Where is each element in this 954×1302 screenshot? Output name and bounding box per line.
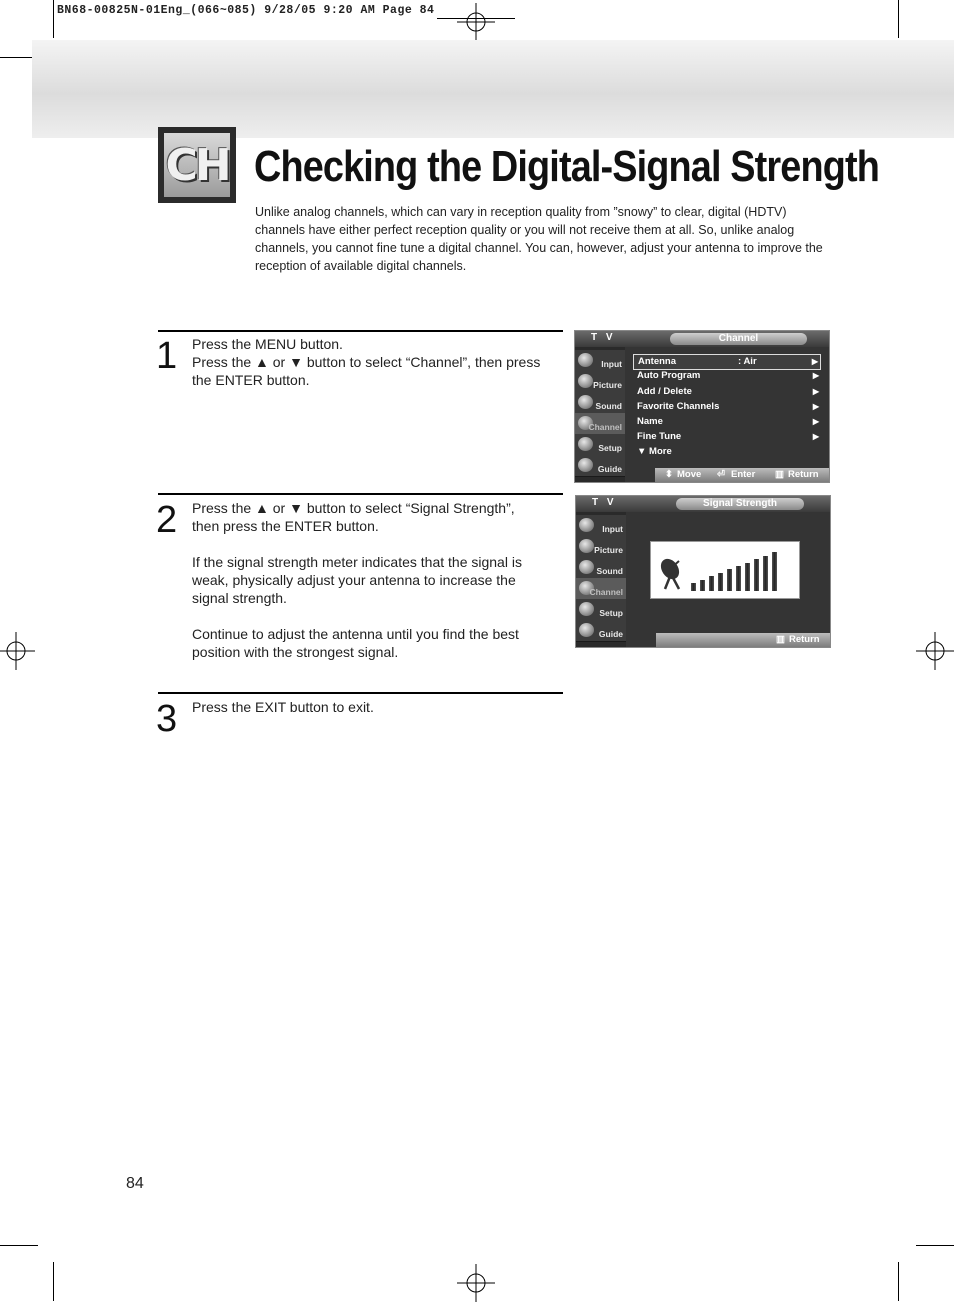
- crop-mark: [0, 1245, 38, 1246]
- osd-footer: [656, 633, 830, 647]
- step-3-text: [192, 698, 554, 716]
- input-icon: [578, 353, 593, 367]
- osd-menu-area: [625, 347, 829, 482]
- osd-menu-item-antenna[interactable]: Antenna : Air ▶: [633, 354, 821, 370]
- osd-tv-label: T V: [592, 497, 617, 508]
- osd-side-item-setup[interactable]: Setup: [575, 434, 625, 456]
- osd-menu-item-more[interactable]: ▼ More: [637, 446, 672, 457]
- arrow-right-icon: ▶: [812, 371, 819, 380]
- osd-side-item-picture[interactable]: Picture: [575, 371, 625, 393]
- satellite-dish-icon: [657, 556, 687, 590]
- osd-footer-return: Return: [789, 634, 820, 645]
- tv-osd-channel-menu: [574, 330, 830, 483]
- crop-mark: [53, 1262, 54, 1301]
- osd-menu-title: Signal Strength: [676, 498, 804, 510]
- signal-bar: [763, 556, 768, 591]
- signal-bar: [691, 583, 696, 591]
- osd-menu-area: [626, 512, 830, 647]
- osd-menu-item-favorite-channels[interactable]: Favorite Channels ▶: [637, 401, 819, 412]
- registration-mark-icon: [0, 632, 35, 670]
- page-title: Checking the Digital-Signal Strength: [254, 142, 879, 191]
- signal-strength-meter: [650, 541, 800, 599]
- signal-bar: [700, 580, 705, 591]
- signal-bar: [736, 566, 741, 591]
- setup-icon: [578, 437, 593, 451]
- step-paragraph: Press the ▲ or ▼ button to select “Signal Strength”, then press the ENTER button.: [192, 500, 515, 534]
- osd-footer-return: Return: [788, 469, 819, 480]
- signal-bar: [709, 576, 714, 591]
- signal-bar: [772, 552, 777, 591]
- step-line: Press the ▲ or ▼ button to select “Channel”, then press the ENTER button.: [192, 354, 541, 388]
- step-2-text: [192, 499, 532, 661]
- step-number: 1: [156, 335, 178, 377]
- step-number: 2: [156, 499, 178, 541]
- osd-side-item-sound[interactable]: Sound: [576, 557, 626, 579]
- osd-side-item-input[interactable]: Input: [575, 350, 625, 372]
- step-divider: [158, 692, 563, 694]
- arrow-right-icon: ▶: [812, 402, 819, 411]
- step-1-text: [192, 335, 554, 389]
- step-divider: [158, 493, 563, 495]
- osd-footer-enter: Enter: [731, 469, 756, 480]
- signal-bar: [754, 559, 759, 591]
- picture-icon: [579, 539, 594, 553]
- osd-menu-title: Channel: [670, 333, 807, 345]
- osd-footer: [655, 468, 829, 482]
- osd-side-item-guide[interactable]: Guide: [576, 620, 626, 642]
- step-line: Press the EXIT button to exit.: [192, 699, 374, 715]
- osd-topbar: [575, 331, 829, 347]
- signal-bar: [745, 563, 750, 591]
- arrow-right-icon: ▶: [811, 357, 818, 366]
- osd-topbar: [576, 496, 830, 512]
- osd-menu-item-name[interactable]: Name ▶: [637, 416, 819, 427]
- osd-side-item-channel[interactable]: Channel: [575, 413, 625, 435]
- arrow-right-icon: ▶: [812, 387, 819, 396]
- osd-menu-item-auto-program[interactable]: Auto Program ▶: [637, 370, 819, 381]
- sound-icon: [578, 395, 593, 409]
- input-icon: [579, 518, 594, 532]
- osd-footer-move: Move: [677, 469, 702, 480]
- crop-mark: [898, 1262, 899, 1301]
- osd-side-item-picture[interactable]: Picture: [576, 536, 626, 558]
- step-paragraph: Continue to adjust the antenna until you find the best position with the strongest signal.: [192, 626, 519, 660]
- chapter-badge: [158, 127, 236, 203]
- sound-icon: [579, 560, 594, 574]
- osd-side-item-setup[interactable]: Setup: [576, 599, 626, 621]
- osd-menu-item-fine-tune[interactable]: Fine Tune ▶: [637, 431, 819, 442]
- chapter-badge-text: CH: [164, 133, 230, 197]
- tv-osd-signal-strength: [575, 495, 831, 648]
- header-banner: [32, 40, 954, 138]
- arrow-right-icon: ▶: [812, 432, 819, 441]
- page-number: 84: [126, 1175, 144, 1192]
- step-line: Press the MENU button.: [192, 336, 343, 352]
- osd-side-item-sound[interactable]: Sound: [575, 392, 625, 414]
- osd-side-item-input[interactable]: Input: [576, 515, 626, 537]
- enter-icon: ⏎: [717, 469, 725, 480]
- signal-bar: [718, 573, 723, 591]
- picture-icon: [578, 374, 593, 388]
- crop-mark: [53, 0, 54, 38]
- return-icon: ▥: [776, 634, 785, 645]
- osd-side-item-guide[interactable]: Guide: [575, 455, 625, 477]
- return-icon: ▥: [775, 469, 784, 480]
- signal-bar: [727, 569, 732, 591]
- crop-mark: [898, 0, 899, 38]
- guide-icon: [578, 458, 593, 472]
- setup-icon: [579, 602, 594, 616]
- registration-mark-icon: [457, 1264, 495, 1302]
- updown-icon: ⬍: [665, 469, 673, 480]
- osd-menu-item-add-delete[interactable]: Add / Delete ▶: [637, 386, 819, 397]
- guide-icon: [579, 623, 594, 637]
- registration-mark-icon: [916, 632, 954, 670]
- osd-tv-label: T V: [591, 332, 616, 343]
- step-divider: [158, 330, 563, 332]
- osd-side-item-channel[interactable]: Channel: [576, 578, 626, 600]
- intro-paragraph: Unlike analog channels, which can vary in reception quality from ”snowy” to clear, digital (HDTV) channels have either perfect reception quality or you will not receive them at all. So, unlike analog channels, you cannot fine tune a digital channel. You can, however, adjust your antenna to improve the reception of available digital channels.: [255, 205, 823, 273]
- crop-mark: [916, 1245, 954, 1246]
- step-number: 3: [156, 698, 178, 740]
- print-header: BN68-00825N-01Eng_(066~085) 9/28/05 9:20 AM Page 84: [57, 4, 435, 17]
- arrow-right-icon: ▶: [812, 417, 819, 426]
- step-paragraph: If the signal strength meter indicates that the signal is weak, physically adjust your antenna to increase the signal strength.: [192, 554, 522, 606]
- registration-mark-icon: [457, 3, 495, 41]
